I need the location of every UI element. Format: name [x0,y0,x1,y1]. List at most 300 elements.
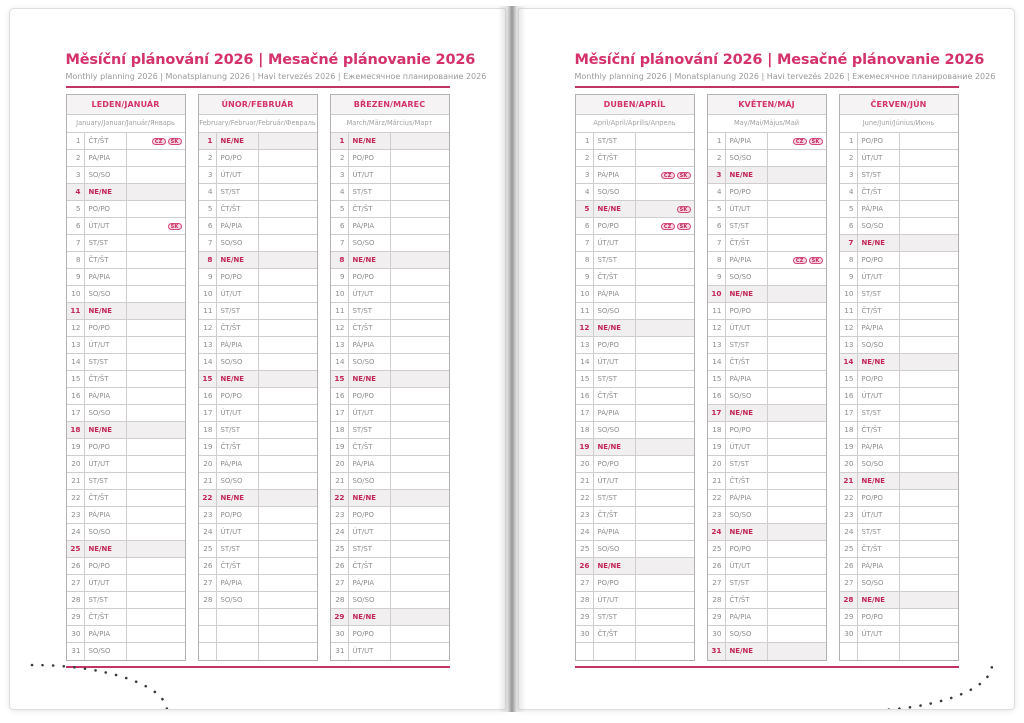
day-number: 2 [67,150,85,166]
day-note-cell [391,133,449,149]
day-number: 28 [840,592,858,608]
day-label: NE/NE [726,643,768,660]
day-label: NE/NE [85,541,127,557]
day-note-cell [259,524,317,540]
day-note-cell [768,218,826,234]
day-row [331,252,449,269]
day-row [708,286,826,303]
day-row [199,286,317,303]
month-languages: June/Juni/Június/Июнь [840,115,958,133]
day-label: PO/PO [85,558,127,574]
day-label: ÚT/UT [85,218,127,234]
day-row [840,473,958,490]
day-label: PO/PO [858,609,900,625]
day-number: 13 [67,337,85,353]
day-number: 2 [708,150,726,166]
day-note-cell [391,507,449,523]
day-number: 29 [331,609,349,625]
day-note-cell [391,456,449,472]
day-number: 31 [331,643,349,660]
day-label: PO/PO [349,626,391,642]
day-label: ÚT/UT [349,286,391,302]
day-number: 20 [199,456,217,472]
day-number: 9 [67,269,85,285]
day-row [840,184,958,201]
day-number: 17 [840,405,858,421]
day-row [331,473,449,490]
holiday-badge-cz: CZ [661,172,675,179]
day-row [840,218,958,235]
day-note-cell [391,473,449,489]
day-note-cell [900,422,958,438]
day-row [840,541,958,558]
day-note-cell [391,541,449,557]
day-row [331,439,449,456]
day-label: SO/SO [349,235,391,251]
day-label: ST/ST [85,235,127,251]
day-note-cell [636,337,694,353]
day-label: ČT/ŠT [726,235,768,251]
day-note-cell [900,626,958,642]
day-note-cell [391,558,449,574]
day-number: 22 [708,490,726,506]
day-row [576,490,694,507]
day-note-cell [391,167,449,183]
day-row [199,252,317,269]
day-label: PO/PO [594,456,636,472]
day-number: 5 [199,201,217,217]
day-note-cell [391,286,449,302]
day-note-cell [900,303,958,319]
day-label: ÚT/UT [726,558,768,574]
day-note-cell [127,541,185,557]
day-label: ČT/ŠT [217,439,259,455]
day-row [708,218,826,235]
day-note-cell [768,575,826,591]
day-number: 5 [67,201,85,217]
day-row [840,609,958,626]
day-label: ST/ST [349,303,391,319]
day-note-cell [391,643,449,660]
day-label: PÁ/PIA [217,218,259,234]
day-note-cell [768,490,826,506]
day-label: PÁ/PIA [594,286,636,302]
day-row [576,473,694,490]
holiday-badge-sk: SK [809,257,823,264]
month-table-b-ezen-marec [330,94,450,661]
day-row [67,592,185,609]
day-label: ÚT/UT [85,337,127,353]
day-note-cell [127,422,185,438]
day-label: SO/SO [217,354,259,370]
day-row [67,201,185,218]
day-number: 20 [708,456,726,472]
day-label: PO/PO [349,150,391,166]
day-row [708,235,826,252]
day-row [708,456,826,473]
day-note-cell [391,575,449,591]
day-number: 18 [708,422,726,438]
day-row [708,439,826,456]
day-number: 16 [199,388,217,404]
day-number: 16 [708,388,726,404]
day-note-cell [259,337,317,353]
day-number: 10 [576,286,594,302]
day-row [708,388,826,405]
day-note-cell [900,167,958,183]
day-label: PO/PO [217,269,259,285]
day-row [67,473,185,490]
day-row [199,575,317,592]
day-row [67,541,185,558]
day-number: 21 [67,473,85,489]
day-note-cell [768,235,826,251]
day-number: 6 [708,218,726,234]
day-label: ST/ST [217,184,259,200]
page-subtitle: Monthly planning 2026 | Monatsplanung 2026 | Havi tervezés 2026 | Ежемесячное планирование 2026 [65,72,487,81]
day-label: ÚT/UT [217,167,259,183]
day-note-cell [900,320,958,336]
day-number: 10 [708,286,726,302]
day-number: 25 [331,541,349,557]
day-row [840,388,958,405]
day-number: 9 [708,269,726,285]
day-row [331,558,449,575]
day-row [708,592,826,609]
day-note-cell [900,439,958,455]
day-label: NE/NE [594,558,636,574]
day-label: ÚT/UT [349,167,391,183]
day-note-cell [391,337,449,353]
day-label: PO/PO [85,201,127,217]
day-number: 18 [840,422,858,438]
holiday-badge-sk: SK [168,138,182,145]
day-label: ČT/ŠT [85,252,127,268]
day-note-cell [768,456,826,472]
day-note-cell [900,592,958,608]
month-languages: May/Mai/Május/Май [708,115,826,133]
day-number: 25 [840,541,858,557]
day-number: 19 [67,439,85,455]
day-row [331,592,449,609]
day-row [199,592,317,609]
day-row [199,422,317,439]
day-row [331,609,449,626]
day-label [858,643,900,660]
day-label: NE/NE [858,354,900,370]
day-number: 6 [331,218,349,234]
day-number: 29 [67,609,85,625]
day-row [708,269,826,286]
day-note-cell [259,235,317,251]
day-label: ČT/ŠT [349,201,391,217]
day-row [67,388,185,405]
day-note-cell [636,354,694,370]
day-row [331,507,449,524]
day-row [708,303,826,320]
day-note-cell [768,354,826,370]
day-label: ČT/ŠT [726,592,768,608]
day-number: 14 [331,354,349,370]
day-row [67,133,185,150]
day-label: NE/NE [85,422,127,438]
month-table-duben-apr-l [575,94,695,661]
day-number: 25 [576,541,594,557]
day-row [576,286,694,303]
day-row [708,337,826,354]
day-note-cell [127,388,185,404]
day-note-cell [127,456,185,472]
day-label: ČT/ŠT [594,507,636,523]
day-note-cell [127,218,185,234]
day-label: PÁ/PIA [85,626,127,642]
day-number: 15 [67,371,85,387]
day-number: 19 [708,439,726,455]
day-row [67,354,185,371]
day-note-cell [127,643,185,660]
day-number: 8 [331,252,349,268]
day-row [67,167,185,184]
day-label: ÚT/UT [217,405,259,421]
day-number: 21 [576,473,594,489]
day-row [576,405,694,422]
day-number: 12 [840,320,858,336]
day-row [576,150,694,167]
day-number: 23 [199,507,217,523]
day-number: 9 [840,269,858,285]
day-row [67,150,185,167]
day-label: PO/PO [858,133,900,149]
day-label: NE/NE [349,133,391,149]
day-row [199,541,317,558]
day-label: ČT/ŠT [858,303,900,319]
day-label: PÁ/PIA [858,201,900,217]
day-number: 26 [331,558,349,574]
day-note-cell [127,286,185,302]
day-row [840,303,958,320]
day-label [217,626,259,642]
day-row [840,235,958,252]
month-languages: April/April/Április/Апрель [576,115,694,133]
day-label: ÚT/UT [858,150,900,166]
day-number: 13 [708,337,726,353]
day-label: ČT/ŠT [858,422,900,438]
day-number: 23 [708,507,726,523]
day-number [576,643,594,660]
day-number: 11 [576,303,594,319]
day-label: SO/SO [594,184,636,200]
day-row [708,473,826,490]
day-note-cell [636,592,694,608]
month-table--erven-j-n [839,94,959,661]
day-note-cell [900,643,958,660]
day-row [199,456,317,473]
day-row [67,575,185,592]
day-label [217,609,259,625]
header-rule [575,86,959,88]
day-row [840,592,958,609]
day-label: PO/PO [726,422,768,438]
day-row [840,286,958,303]
day-note-cell [900,490,958,506]
day-row [199,133,317,150]
day-note-cell [259,201,317,217]
day-row [840,558,958,575]
day-number: 16 [840,388,858,404]
day-number: 17 [67,405,85,421]
day-row [331,456,449,473]
day-row [576,133,694,150]
day-number: 4 [331,184,349,200]
day-note-cell [636,473,694,489]
day-note-cell [900,388,958,404]
day-row [576,303,694,320]
day-number: 16 [331,388,349,404]
day-number: 9 [199,269,217,285]
day-number: 26 [708,558,726,574]
day-label: ST/ST [349,184,391,200]
day-note-cell [768,405,826,421]
day-number: 14 [67,354,85,370]
day-label: NE/NE [858,592,900,608]
day-label: SO/SO [85,643,127,660]
day-row [199,201,317,218]
day-row [331,490,449,507]
day-note-cell [768,388,826,404]
day-number: 19 [199,439,217,455]
day-note-cell [259,626,317,642]
day-row [576,609,694,626]
day-number: 6 [576,218,594,234]
months-container [575,94,959,661]
day-row [576,456,694,473]
day-note-cell [391,252,449,268]
day-row [840,354,958,371]
day-number: 14 [708,354,726,370]
day-note-cell [636,167,694,183]
day-note-cell [768,269,826,285]
day-row [67,286,185,303]
day-row [840,575,958,592]
day-note-cell [636,439,694,455]
day-number: 22 [576,490,594,506]
day-note-cell [900,507,958,523]
day-label: PÁ/PIA [726,252,768,268]
day-label: PO/PO [349,507,391,523]
day-number: 13 [331,337,349,353]
day-note-cell [636,643,694,660]
day-number: 12 [199,320,217,336]
day-note-cell [636,456,694,472]
day-number: 15 [840,371,858,387]
day-label: ST/ST [594,609,636,625]
day-label: ST/ST [726,456,768,472]
day-number: 7 [331,235,349,251]
holiday-badge-cz: CZ [793,138,807,145]
month-name: LEDEN/JANUÁR [67,95,185,115]
day-note-cell [391,303,449,319]
day-number: 6 [199,218,217,234]
day-label: SO/SO [858,456,900,472]
day-label: ČT/ŠT [85,133,127,149]
day-row [331,150,449,167]
day-note-cell [636,626,694,642]
day-row [708,575,826,592]
day-row [576,354,694,371]
day-number: 28 [67,592,85,608]
day-note-cell [127,133,185,149]
day-label: ÚT/UT [858,388,900,404]
day-note-cell [900,286,958,302]
day-number: 30 [67,626,85,642]
day-row [840,337,958,354]
day-label: SO/SO [594,541,636,557]
day-row [576,320,694,337]
day-number: 11 [67,303,85,319]
day-number: 26 [576,558,594,574]
day-note-cell [259,592,317,608]
day-label: ST/ST [858,167,900,183]
day-row [67,439,185,456]
month-name: BŘEZEN/MAREC [331,95,449,115]
day-row [331,371,449,388]
day-number: 20 [67,456,85,472]
day-label: ČT/ŠT [349,320,391,336]
day-note-cell [636,218,694,234]
day-row [331,405,449,422]
day-row [331,286,449,303]
day-number: 27 [199,575,217,591]
day-label: SO/SO [594,303,636,319]
day-number: 17 [576,405,594,421]
day-label: ÚT/UT [726,439,768,455]
day-row [576,337,694,354]
day-label: PÁ/PIA [858,558,900,574]
day-note-cell [900,218,958,234]
day-note-cell [391,609,449,625]
day-row [199,354,317,371]
day-note-cell [768,320,826,336]
day-row [199,405,317,422]
day-number: 21 [199,473,217,489]
day-label: SO/SO [85,524,127,540]
day-row [331,354,449,371]
day-note-cell [900,201,958,217]
day-label: ČT/ŠT [858,541,900,557]
day-number: 18 [199,422,217,438]
day-row [67,609,185,626]
day-label: ST/ST [726,575,768,591]
day-label: SO/SO [726,507,768,523]
day-number [840,643,858,660]
day-label: ČT/ŠT [594,269,636,285]
day-number: 22 [331,490,349,506]
day-number: 15 [331,371,349,387]
holiday-badge-cz: CZ [661,223,675,230]
day-number: 1 [331,133,349,149]
day-note-cell [768,541,826,557]
day-row [199,371,317,388]
day-row [840,439,958,456]
day-label: PÁ/PIA [349,456,391,472]
holiday-badge-sk: SK [677,172,691,179]
day-number: 1 [67,133,85,149]
day-label: ÚT/UT [726,201,768,217]
day-note-cell [768,524,826,540]
day-row [331,575,449,592]
day-row [67,235,185,252]
day-label: PÁ/PIA [349,218,391,234]
